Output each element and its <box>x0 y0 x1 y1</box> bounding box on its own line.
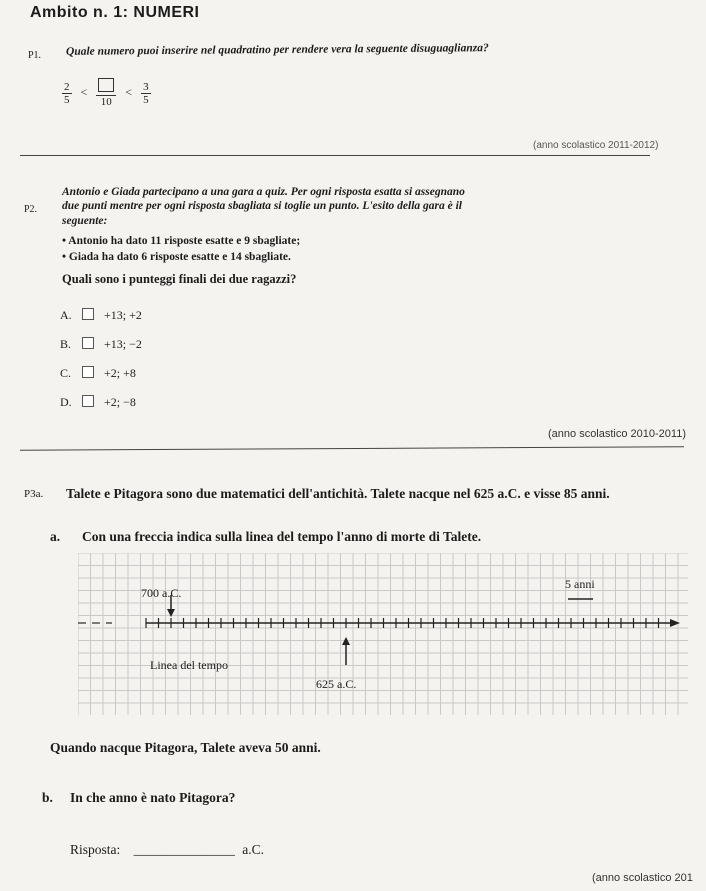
timeline-grid <box>78 553 688 715</box>
q2-source: (anno scolastico 2010-2011) <box>548 428 686 440</box>
fraction-right: $\frac{3}{5}$ <box>143 80 149 106</box>
q2-question: Quali sono i punteggi finali dei due ragazzi? <box>62 272 297 286</box>
checkbox[interactable] <box>82 308 94 320</box>
label-time-line: Linea del tempo <box>150 658 228 672</box>
q1-question: Quale numero puoi inserire nel quadratino per rendere vera la seguente disuguaglianza? <box>65 42 489 58</box>
answer-label: Risposta: <box>70 842 121 857</box>
q3-intro: Talete e Pitagora sono due matematici dell'antichità. Talete nacque nel 625 a.C. e visse 85 anni. <box>66 486 610 501</box>
checkbox[interactable] <box>82 395 94 407</box>
checkbox[interactable] <box>82 337 94 349</box>
less-than-sign: < <box>125 84 133 99</box>
q3-id: P3a. <box>24 488 44 500</box>
page-title: Ambito n. 1: NUMERI <box>30 4 200 21</box>
q1-inequality <box>62 78 151 108</box>
less-than-sign: < <box>80 84 88 99</box>
fraction-blank: 10 <box>96 78 116 108</box>
q2-intro-line2: due punti mentre per ogni risposta sbagliata si toglie un punto. L'esito della gara è il <box>62 200 462 212</box>
part-b-letter: b. <box>42 790 53 805</box>
option-a[interactable]: A. +13; +2 <box>60 308 142 322</box>
fraction-left: $\frac{2}{5}$ <box>64 80 70 106</box>
q3-source: (anno scolastico 201 <box>592 872 693 884</box>
part-a-letter: a. <box>50 529 61 544</box>
answer-box[interactable] <box>98 78 114 92</box>
part-a-text: Con una freccia indica sulla linea del tempo l'anno di morte di Talete. <box>82 529 482 544</box>
divider <box>20 155 650 156</box>
option-b[interactable]: B. +13; −2 <box>60 337 142 351</box>
divider <box>20 446 684 450</box>
answer-blank[interactable]: _______________ <box>133 842 235 857</box>
option-c[interactable]: C. +2; +8 <box>60 366 136 380</box>
label-625bc: 625 a.C. <box>316 677 357 691</box>
note-pitagora: Quando nacque Pitagora, Talete aveva 50 anni. <box>50 740 321 755</box>
q1-id: P1. <box>28 50 42 61</box>
label-scale: 5 anni <box>565 577 595 591</box>
answer-unit: a.C. <box>242 842 265 857</box>
q2-bullet-1: • Antonio ha dato 11 risposte esatte e 9 sbagliate; <box>62 235 301 247</box>
answer-row <box>70 842 264 858</box>
grid-lines <box>78 553 688 715</box>
option-d[interactable]: D. +2; −8 <box>60 395 136 409</box>
timeline-svg <box>78 553 688 715</box>
q1-source: (anno scolastico 2011-2012) <box>533 140 659 151</box>
checkbox[interactable] <box>82 366 94 378</box>
part-b-text: In che anno è nato Pitagora? <box>70 790 236 805</box>
q2-bullet-2: • Giada ha dato 6 risposte esatte e 14 sbagliate. <box>62 251 291 263</box>
q2-intro-line1: Antonio e Giada partecipano a una gara a quiz. Per ogni risposta esatta si assegnano <box>62 186 465 198</box>
q2-intro-line3: seguente: <box>62 215 108 227</box>
label-700bc: 700 a.C. <box>141 586 182 600</box>
q2-id: P2. <box>24 204 38 215</box>
